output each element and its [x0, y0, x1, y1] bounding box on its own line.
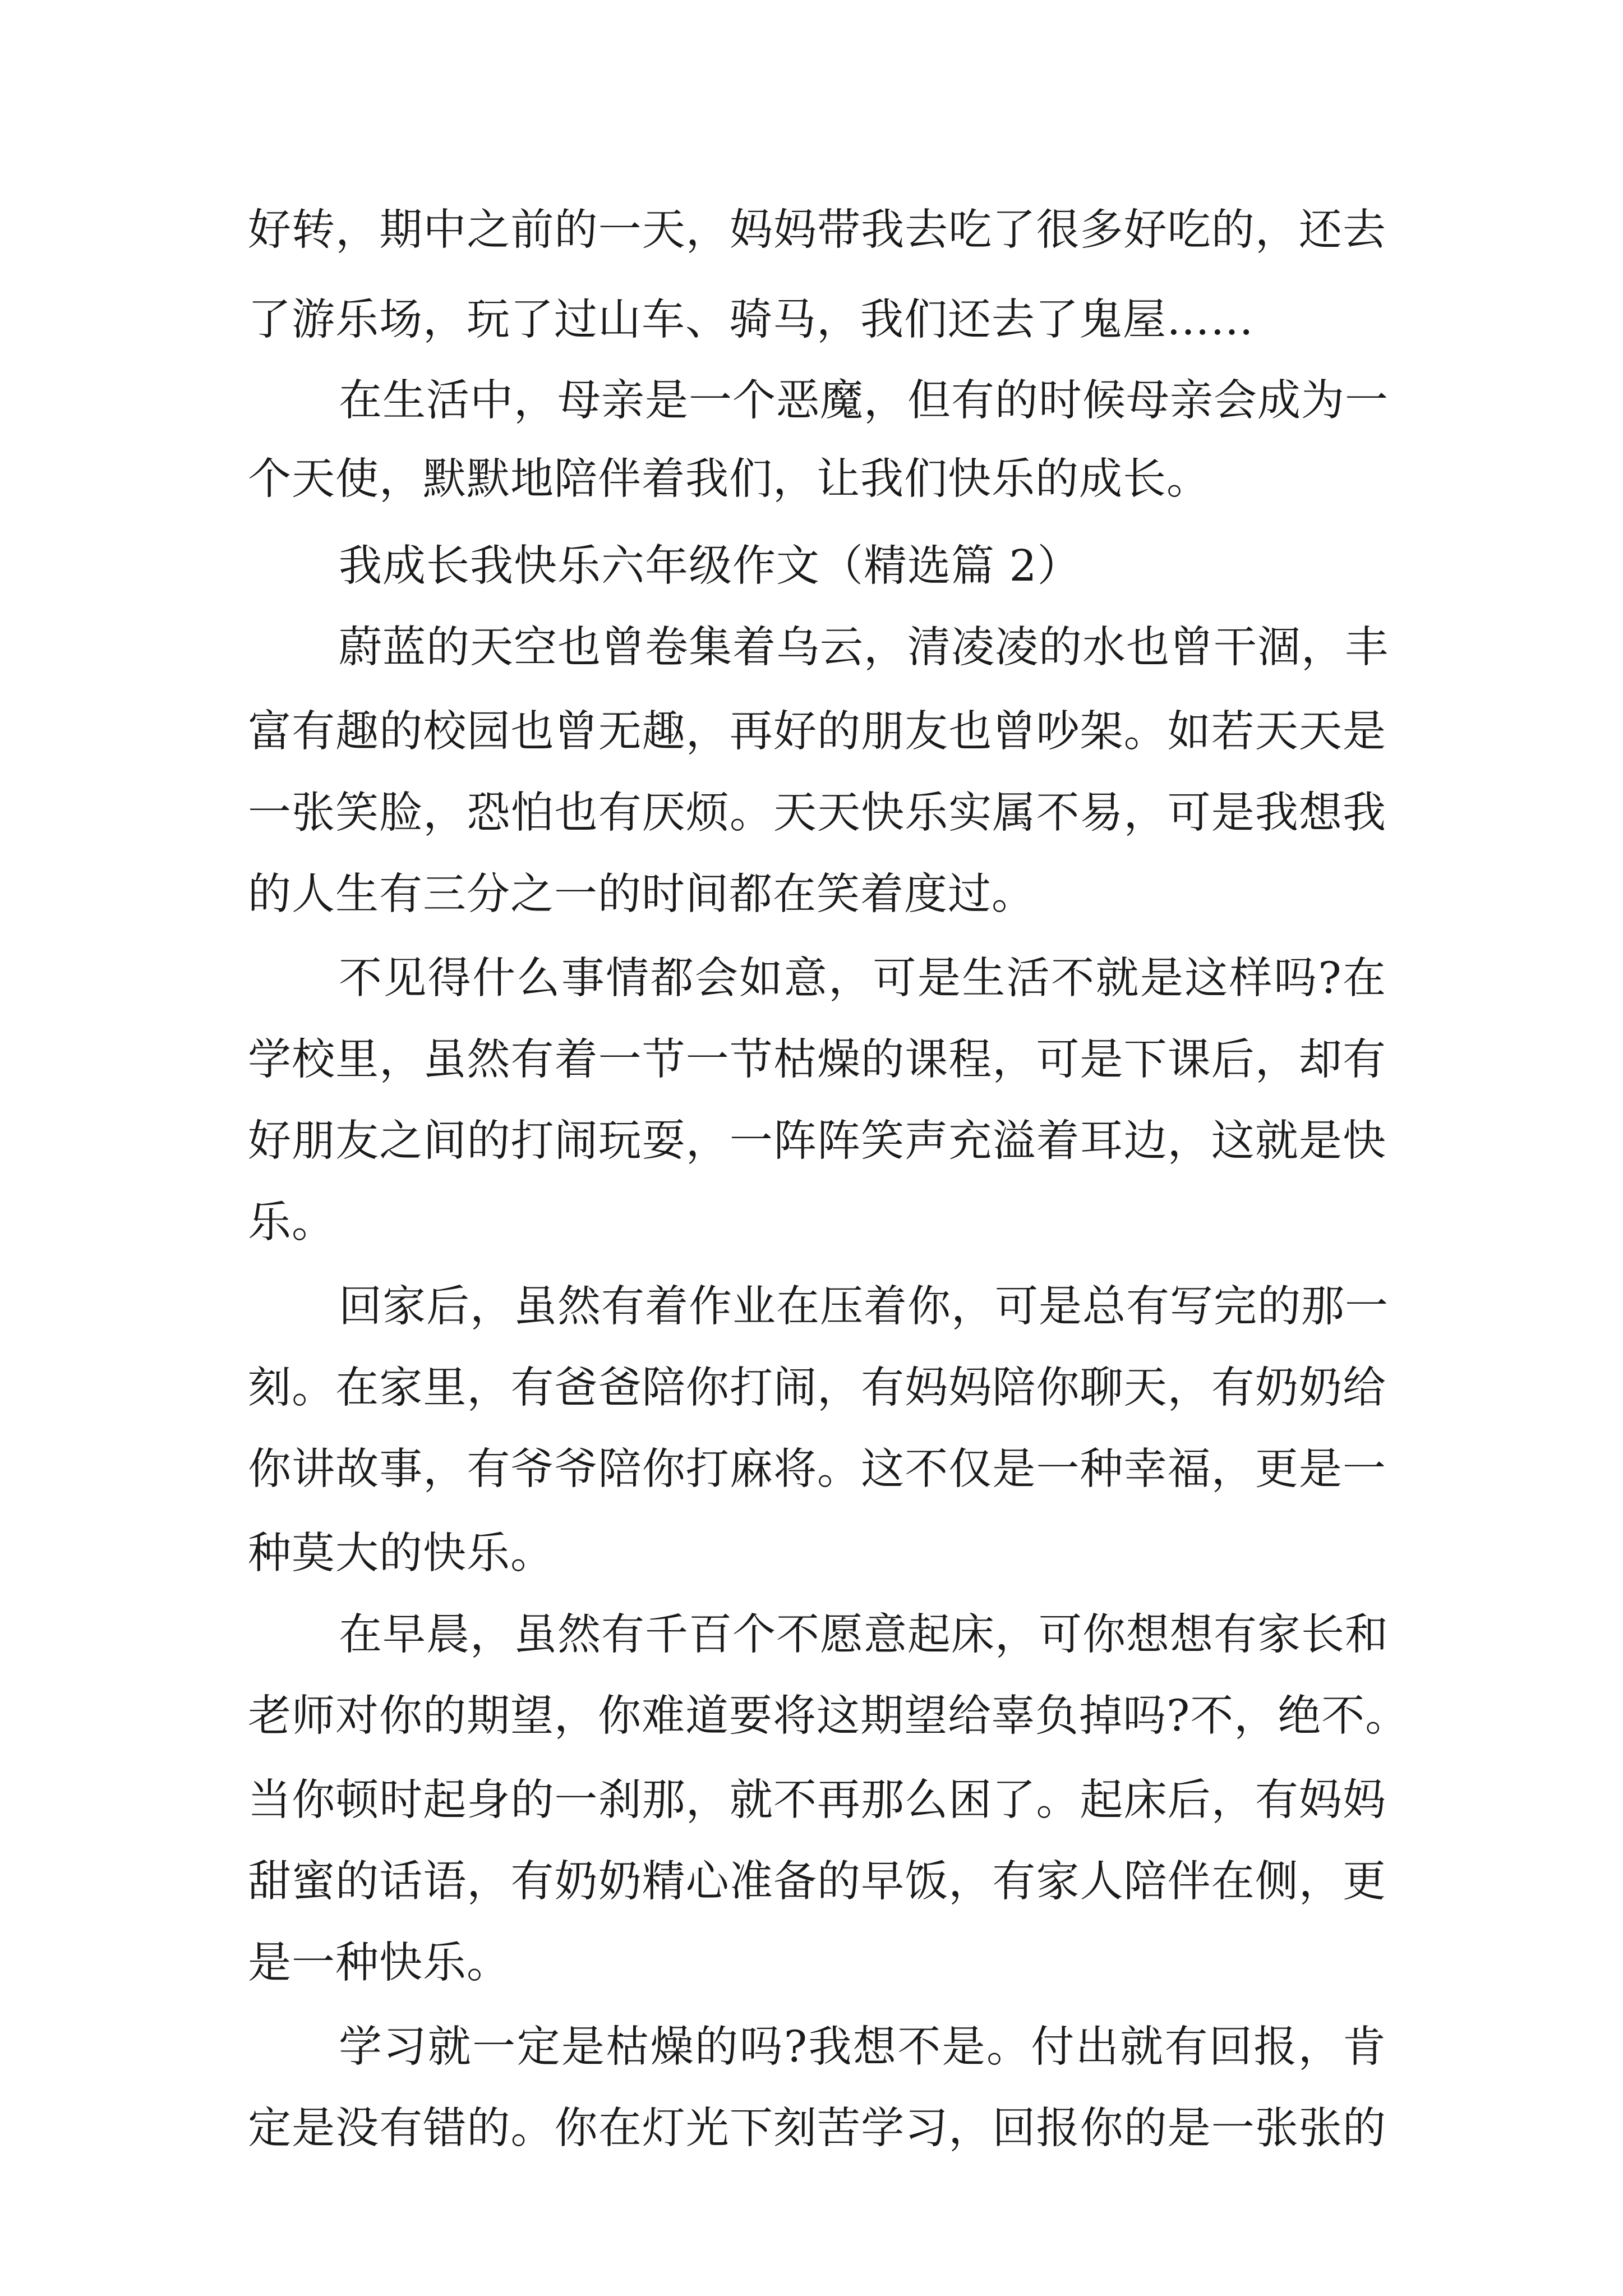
- text-line: 好转，期中之前的一天，妈妈带我去吃了很多好吃的，还去: [248, 205, 1386, 255]
- text-line: 富有趣的校园也曾无趣，再好的朋友也曾吵架。如若天天是: [248, 707, 1386, 757]
- text-line: 蔚蓝的天空也曾卷集着乌云，清凌凌的水也曾干涸，丰: [339, 623, 1389, 673]
- text-line: 你讲故事，有爷爷陪你打麻将。这不仅是一种幸福，更是一: [248, 1444, 1386, 1494]
- text-line: 乐。: [248, 1198, 335, 1248]
- text-line: 学校里，虽然有着一节一节枯燥的课程，可是下课后，却有: [248, 1035, 1386, 1085]
- text-line: 定是没有错的。你在灯光下刻苦学习，回报你的是一张张的: [248, 2104, 1386, 2154]
- text-line: 回家后，虽然有着作业在压着你，可是总有写完的那一: [339, 1282, 1389, 1332]
- text-line: 甜蜜的话语，有奶奶精心准备的早饭，有家人陪伴在侧，更: [248, 1857, 1386, 1907]
- text-line: 刻。在家里，有爸爸陪你打闹，有妈妈陪你聊天，有奶奶给: [248, 1363, 1386, 1413]
- text-line: 种莫大的快乐。: [248, 1529, 554, 1579]
- text-line: 在生活中，母亲是一个恶魔，但有的时候母亲会成为一: [339, 376, 1389, 426]
- text-line: 是一种快乐。: [248, 1938, 510, 1988]
- section-heading: 我成长我快乐六年级作文（精选篇 2）: [339, 541, 1081, 591]
- text-line: 老师对你的期望，你难道要将这期望给辜负掉吗?不，绝不。: [248, 1691, 1409, 1741]
- text-line: 当你顿时起身的一刹那，就不再那么困了。起床后，有妈妈: [248, 1775, 1386, 1825]
- text-line: 一张笑脸，恐怕也有厌烦。天天快乐实属不易，可是我想我: [248, 788, 1386, 838]
- text-line: 了游乐场，玩了过山车、骑马，我们还去了鬼屋……: [248, 295, 1254, 345]
- text-line: 在早晨，虽然有千百个不愿意起床，可你想想有家长和: [339, 1610, 1389, 1660]
- text-line: 好朋友之间的打闹玩耍，一阵阵笑声充溢着耳边，这就是快: [248, 1116, 1386, 1166]
- text-line: 的人生有三分之一的时间都在笑着度过。: [248, 869, 1035, 919]
- text-line: 不见得什么事情都会如意，可是生活不就是这样吗?在: [339, 954, 1386, 1004]
- text-line: 学习就一定是枯燥的吗?我想不是。付出就有回报，肯: [339, 2022, 1386, 2072]
- text-line: 个天使，默默地陪伴着我们，让我们快乐的成长。: [248, 454, 1210, 504]
